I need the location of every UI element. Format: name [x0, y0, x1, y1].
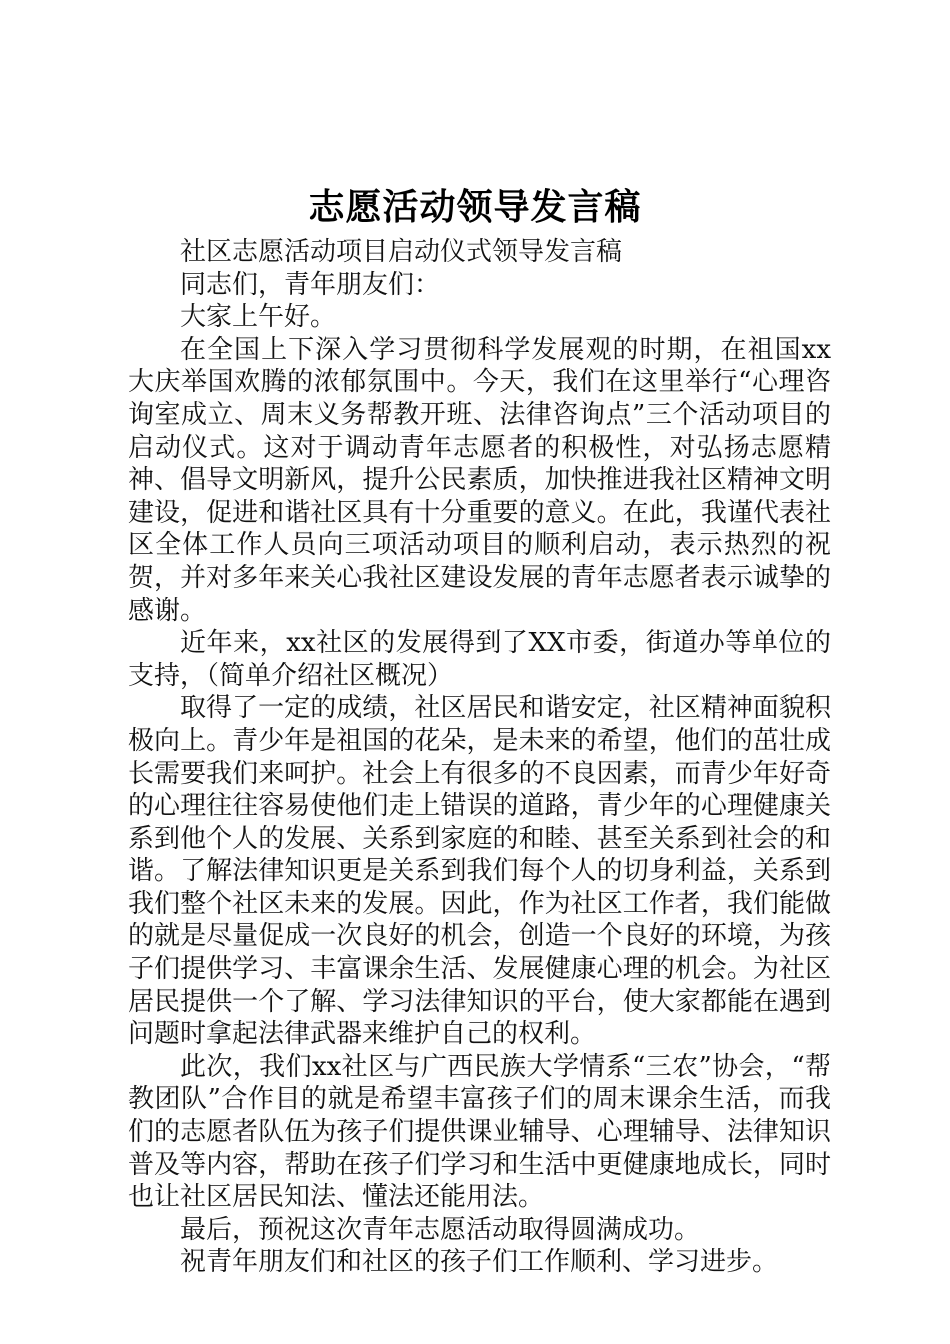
paragraph-closing: 最后，预祝这次青年志愿活动取得圆满成功。: [180, 1214, 701, 1245]
paragraph-body: 在全国上下深入学习贯彻科学发展观的时期，在祖国xx大庆举国欢腾的浓郁氛围中。今天，我们在这里举行“心理咨询室成立、周末义务帮教开班、法律咨询点”三个活动项目的启动仪式。这对于调动青年志愿者的积极性，对弘扬志愿精神、倡导文明新风，提升公民素质，加快推进我社区精神文明建设，促进和谐社区具有十分重要的意义。在此，我谨代表社区全体工作人员向三项活动项目的顺利启动，表示热烈的祝贺，并对多年来关心我社区建设发展的青年志愿者表示诚挚的感谢。: [128, 334, 831, 626]
paragraph-salutation: 同志们，青年朋友们：: [180, 269, 441, 300]
paragraph-body: 取得了一定的成绩，社区居民和谐安定，社区精神面貌积极向上。青少年是祖国的花朵，是未来的希望，他们的茁壮成长需要我们来呵护。社会上有很多的不良因素，而青少年好奇的心理往往容易使他们走上错误的道路，青少年的心理健康关系到他个人的发展、关系到家庭的和睦、甚至关系到社会的和谐。了解法律知识更是关系到我们每个人的切身利益，关系到我们整个社区未来的发展。因此，作为社区工作者，我们能做的就是尽量促成一次良好的机会，创造一个良好的环境，为孩子们提供学习、丰富课余生活、发展健康心理的机会。为社区居民提供一个了解、学习法律知识的平台，使大家都能在遇到问题时拿起法律武器来维护自己的权利。: [128, 693, 831, 1050]
document-body: [128, 236, 831, 1279]
document-title: 志愿活动领导发言稿: [308, 187, 642, 228]
paragraph-body: 此次，我们xx社区与广西民族大学情系“三农”协会，“帮教团队”合作目的就是希望丰富孩子们的周末课余生活，而我们的志愿者队伍为孩子们提供课业辅导、心理辅导、法律知识普及等内容，帮助在孩子们学习和生活中更健康地成长，同时也让社区居民知法、懂法还能用法。: [128, 1051, 831, 1213]
paragraph-subtitle: 社区志愿活动项目启动仪式领导发言稿: [180, 237, 623, 267]
paragraph-greeting: 大家上午好。: [180, 302, 337, 333]
paragraph-closing: 祝青年朋友们和社区的孩子们工作顺利、学习进步。: [180, 1247, 779, 1278]
paragraph-body: 近年来，xx社区的发展得到了XX市委，街道办等单位的支持，（简单介绍社区概况）: [128, 628, 831, 691]
